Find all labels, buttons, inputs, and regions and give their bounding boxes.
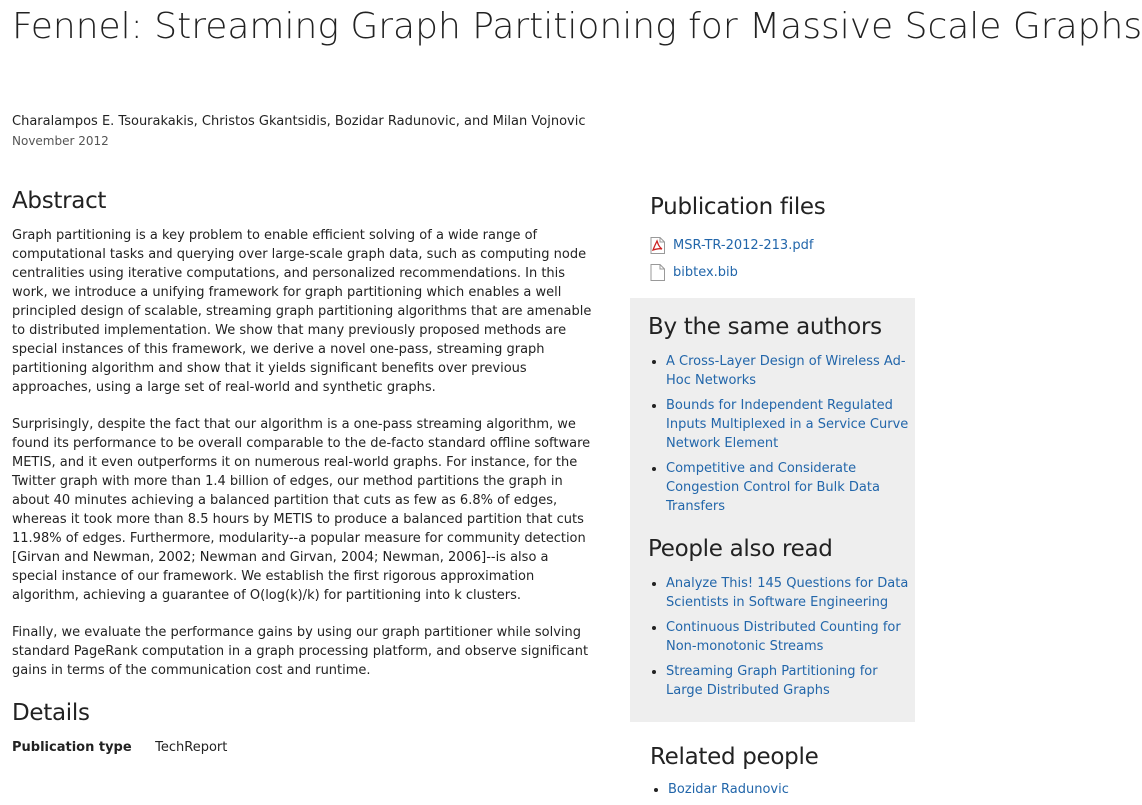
pdf-file-link[interactable]: MSR-TR-2012-213.pdf xyxy=(673,238,814,253)
related-people-list xyxy=(650,780,910,799)
publication-files-heading: Publication files xyxy=(650,194,826,220)
same-authors-list xyxy=(648,352,913,516)
file-item xyxy=(650,232,910,259)
same-authors-link[interactable]: A Cross-Layer Design of Wireless Ad-Hoc Networks xyxy=(666,354,906,388)
page-title: Fennel: Streaming Graph Partitioning for Massive Scale Graphs xyxy=(12,6,1142,47)
related-person-link[interactable]: Bozidar Radunovic xyxy=(668,782,789,797)
people-also-read-list xyxy=(648,574,913,700)
details-key: Publication type xyxy=(12,740,132,755)
publication-files-section xyxy=(650,192,910,286)
related-publications-panel xyxy=(630,298,915,722)
list-item xyxy=(666,459,913,516)
list-item xyxy=(666,574,913,612)
list-item xyxy=(666,662,913,700)
also-read-link[interactable]: Analyze This! 145 Questions for Data Scientists in Software Engineering xyxy=(666,576,909,610)
abstract-paragraph: Finally, we evaluate the performance gains by using our graph partitioner while solving standard PageRank computation in a graph processing platform, and observe significant gains in terms of the communication cost and runtime. xyxy=(12,625,589,678)
same-authors-link[interactable]: Competitive and Considerate Congestion Control for Bulk Data Transfers xyxy=(666,461,880,514)
abstract-paragraph: Graph partitioning is a key problem to enable efficient solving of a wide range of computational tasks and querying over large-scale graph data, such as computing node centralities using iterative computations, and personalized recommendations. In this work, we introduce a unifying framework for graph partitioning which enables a well principled design of scalable, streaming graph partitioning algorithms that are amenable to distributed implementation. We show that many previously proposed methods are special instances of this framework, we derive a novel one-pass, streaming graph partitioning algorithm and show that it yields significant benefits over previous approaches, using a large set of real-world and synthetic graphs. xyxy=(12,228,592,395)
pdf-icon xyxy=(650,237,665,254)
document-icon xyxy=(650,264,665,281)
details-row-publication-type xyxy=(12,740,592,755)
abstract-body xyxy=(12,226,592,680)
related-people-heading: Related people xyxy=(650,744,819,770)
also-read-link[interactable]: Streaming Graph Partitioning for Large Distributed Graphs xyxy=(666,664,878,698)
details-heading: Details xyxy=(12,700,90,726)
also-read-link[interactable]: Continuous Distributed Counting for Non-monotonic Streams xyxy=(666,620,901,654)
main-content xyxy=(12,186,592,755)
list-item xyxy=(668,780,910,799)
same-authors-link[interactable]: Bounds for Independent Regulated Inputs Multiplexed in a Service Curve Network Element xyxy=(666,398,909,451)
abstract-heading: Abstract xyxy=(12,188,107,214)
bib-file-link[interactable]: bibtex.bib xyxy=(673,265,738,280)
details-value: TechReport xyxy=(155,740,228,755)
abstract-paragraph: Surprisingly, despite the fact that our algorithm is a one-pass streaming algorithm, we found its performance to be overall comparable to the de-facto standard offline software METIS, and it even outperforms it on numerous real-world graphs. For instance, for the Twitter graph with more than 1.4 billion of edges, our method partitions the graph in about 40 minutes achieving a balanced partition that cuts as few as 6.8% of edges, whereas it took more than 8.5 hours by METIS to produce a balanced partition that cuts 11.98% of edges. Furthermore, modularity--a popular measure for community detection [Girvan and Newman, 2002; Newman and Girvan, 2004; Newman, 2006]--is also a special instance of our framework. We establish the first rigorous approximation algorithm, achieving a guarantee of O(log(k)/k) for partitioning into k clusters. xyxy=(12,417,591,603)
publication-date: November 2012 xyxy=(12,134,109,148)
file-list xyxy=(650,232,910,286)
list-item xyxy=(666,618,913,656)
related-people-section xyxy=(650,742,910,805)
same-authors-heading: By the same authors xyxy=(648,314,882,340)
people-also-read-heading: People also read xyxy=(648,536,833,562)
list-item xyxy=(666,396,913,453)
authors-line: Charalampos E. Tsourakakis, Christos Gkantsidis, Bozidar Radunovic, and Milan Vojnovic xyxy=(12,114,586,129)
file-item xyxy=(650,259,910,286)
list-item xyxy=(666,352,913,390)
